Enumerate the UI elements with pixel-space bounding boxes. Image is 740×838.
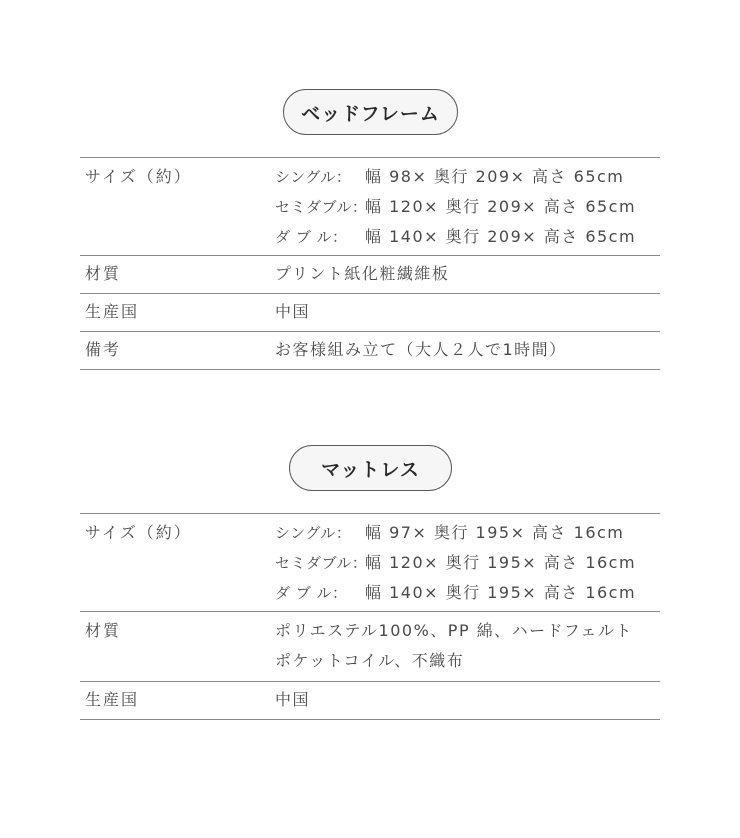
spec-row-country: [80, 682, 660, 720]
spec-row-material: [80, 612, 660, 682]
size-value: 幅 140× 奥行 195× 高さ 16cm: [365, 583, 637, 602]
size-prefix: ダ ブ ル：: [275, 584, 348, 602]
size-value: 幅 140× 奥行 209× 高さ 65cm: [365, 227, 637, 246]
spec-row-size: [80, 514, 660, 612]
bed-frame-heading-wrap: [80, 89, 660, 137]
bed-frame-title-pill: ベッドフレーム: [283, 89, 458, 135]
size-value: 幅 98× 奥行 209× 高さ 65cm: [365, 167, 625, 186]
spec-value: プリント紙化粧繊維板: [275, 264, 450, 283]
spec-label: 生産国: [85, 302, 140, 321]
spec-label: サイズ（約）: [85, 523, 192, 542]
size-line-double: [275, 222, 660, 252]
size-prefix: セミダブル：: [275, 198, 368, 216]
spec-label: 材質: [85, 264, 122, 283]
spec-label: 備考: [85, 340, 122, 359]
material-line: ポリエステル100%、PP 綿、ハードフェルト: [275, 621, 633, 640]
size-line-single: [275, 518, 660, 548]
spec-label: サイズ（約）: [85, 167, 192, 186]
spec-row-notes: [80, 332, 660, 370]
size-line-semi-double: [275, 192, 660, 222]
size-line-double: [275, 578, 660, 608]
material-line: ポケットコイル、不織布: [275, 651, 465, 670]
spec-label: 材質: [85, 621, 122, 640]
size-prefix: セミダブル：: [275, 554, 368, 572]
size-line-semi-double: [275, 548, 660, 578]
spec-values: [275, 616, 660, 681]
size-value: 幅 120× 奥行 209× 高さ 65cm: [365, 197, 637, 216]
size-line-single: [275, 162, 660, 192]
size-value: 幅 97× 奥行 195× 高さ 16cm: [365, 523, 625, 542]
size-prefix: シングル：: [275, 524, 352, 542]
mattress-title-pill: マットレス: [289, 445, 452, 491]
spec-label: 生産国: [85, 690, 140, 709]
mattress-spec-table: [80, 513, 660, 720]
size-prefix: シングル：: [275, 168, 352, 186]
size-value: 幅 120× 奥行 195× 高さ 16cm: [365, 553, 637, 572]
spec-values: [275, 518, 660, 611]
mattress-heading-wrap: [80, 445, 660, 493]
spec-value: お客様組み立て（大人２人で1時間）: [275, 340, 567, 359]
spec-values: [275, 162, 660, 255]
spec-row-country: [80, 294, 660, 332]
bed-frame-spec-table: [80, 157, 660, 370]
spec-value: 中国: [275, 690, 311, 709]
spec-row-material: [80, 256, 660, 294]
spec-value: 中国: [275, 302, 311, 321]
size-prefix: ダ ブ ル：: [275, 228, 348, 246]
spec-row-size: [80, 158, 660, 256]
